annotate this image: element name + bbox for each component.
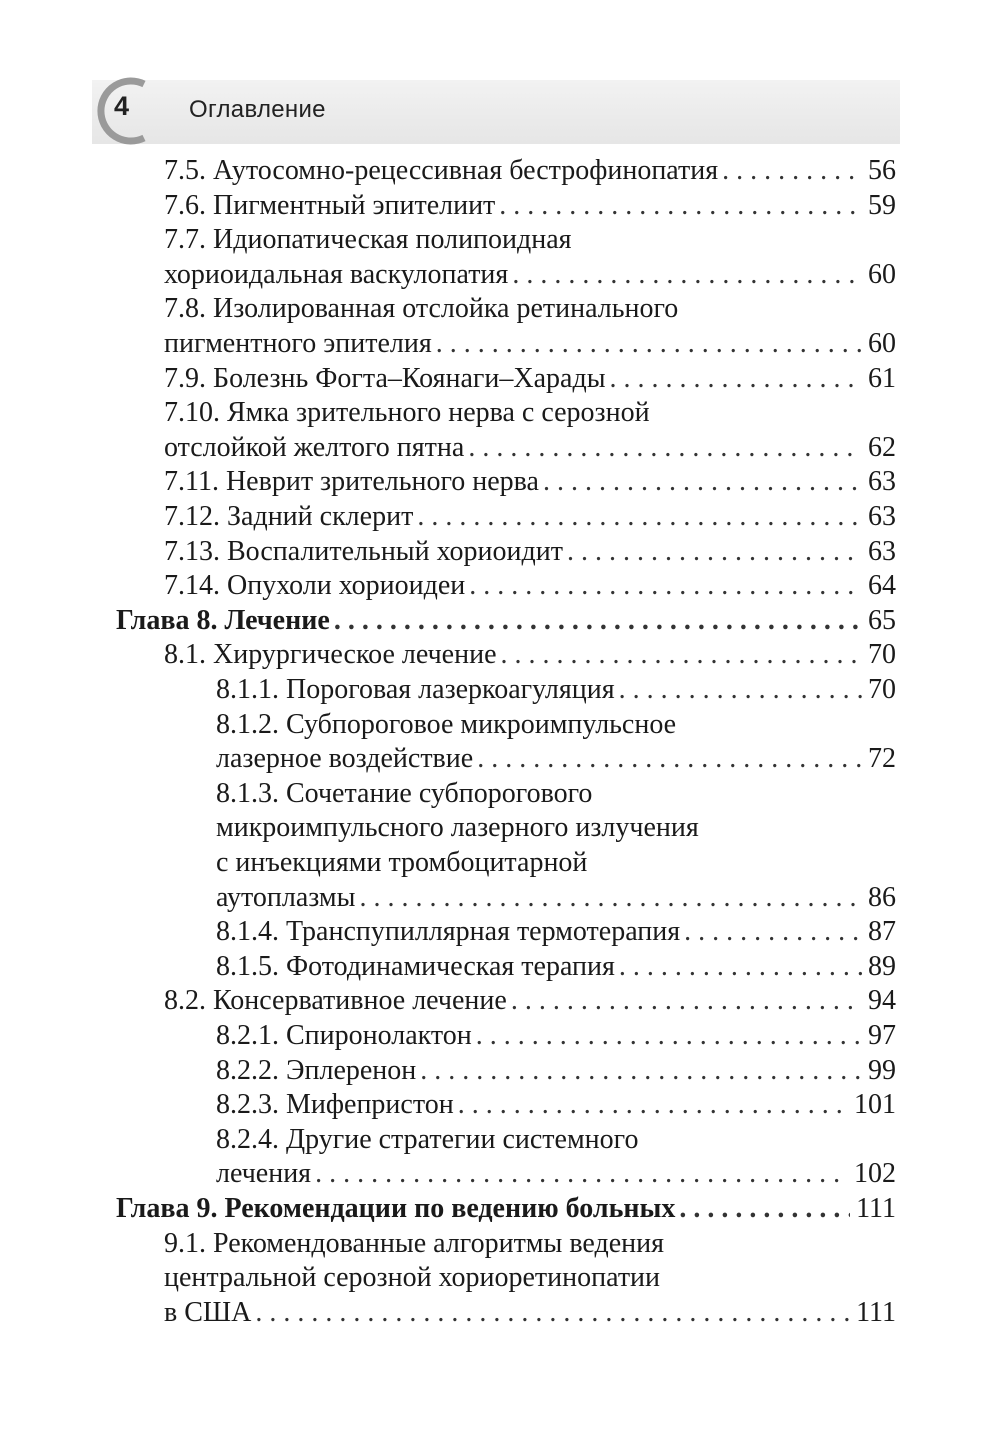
toc-entry xyxy=(164,638,896,672)
toc-entry-title: Глава 9. Рекомендации по ведению больных xyxy=(116,1193,676,1224)
toc-entry-title: 7.14. Опухоли хориоидеи xyxy=(164,570,466,602)
toc-dot-leader xyxy=(718,154,862,188)
toc-entry-page: 97 xyxy=(868,1020,896,1051)
toc-entry-page: 72 xyxy=(868,743,896,775)
toc-entry-title: 8.1. Хирургическое лечение xyxy=(164,639,497,671)
toc-entry-title: 7.13. Воспалительный хориоидит xyxy=(164,535,563,567)
toc-entry-page: 111 xyxy=(856,1296,896,1328)
toc-entry-page: 64 xyxy=(868,570,896,602)
toc-entry-page: 99 xyxy=(868,1054,896,1086)
toc-entry-page: 89 xyxy=(868,950,896,982)
toc-entry-title: 7.6. Пигментный эпителиит xyxy=(164,189,496,221)
toc-entry xyxy=(164,984,896,1018)
toc-entry-title: 8.2.4. Другие стратегии системного xyxy=(216,1123,639,1155)
toc-dot-leader xyxy=(311,1157,848,1191)
toc-entry xyxy=(164,1261,896,1295)
toc-entry xyxy=(164,154,896,188)
toc-entry-title: аутоплазмы xyxy=(216,881,356,913)
toc-entry xyxy=(216,881,896,915)
toc-dot-leader xyxy=(495,189,862,223)
toc-entry xyxy=(164,1227,896,1261)
toc-dot-leader xyxy=(497,638,863,672)
toc-entry-page: 59 xyxy=(868,189,896,221)
toc-entry-title: 7.8. Изолированная отслойка ретинального xyxy=(164,293,679,325)
toc-entry-title: 8.1.1. Пороговая лазеркоагуляция xyxy=(216,674,615,705)
toc-entry-title: отслойкой желтого пятна xyxy=(164,431,465,463)
toc-entry-page: 65 xyxy=(868,604,896,636)
toc-entry-page: 60 xyxy=(868,258,896,290)
toc-dot-leader xyxy=(508,258,862,292)
toc-entry-title: 8.2.2. Эплеренон xyxy=(216,1054,417,1086)
toc-entry-page: 101 xyxy=(854,1089,896,1121)
toc-entry xyxy=(216,846,896,880)
toc-dot-leader xyxy=(355,881,862,915)
toc-entry-page: 70 xyxy=(868,674,896,705)
running-title: Оглавление xyxy=(189,96,326,123)
toc-entry xyxy=(164,189,896,223)
toc-entry-title: 7.9. Болезнь Фогта–Коянаги–Харады xyxy=(164,362,606,394)
toc-entry xyxy=(216,811,896,845)
toc-chapter-entry xyxy=(116,604,896,638)
toc-entry xyxy=(216,708,896,742)
toc-entry xyxy=(164,465,896,499)
toc-entry-title: хориоидальная васкулопатия xyxy=(164,258,509,290)
toc-entry xyxy=(216,915,896,949)
toc-entry xyxy=(164,327,896,361)
toc-entry xyxy=(164,569,896,603)
toc-entry-title: 7.7. Идиопатическая полипоидная xyxy=(164,224,572,256)
toc-entry xyxy=(164,258,896,292)
toc-entry xyxy=(164,1296,896,1330)
toc-entry xyxy=(216,673,896,707)
toc-entry-page: 62 xyxy=(868,431,896,463)
toc-entry-page: 63 xyxy=(868,535,896,567)
toc-entry-page: 102 xyxy=(854,1158,896,1190)
toc-dot-leader xyxy=(464,431,862,465)
toc-entry-title: лечения xyxy=(216,1158,312,1190)
toc-entry xyxy=(164,535,896,569)
toc-dot-leader xyxy=(606,362,862,396)
toc-dot-leader xyxy=(416,1054,862,1088)
toc-entry-title: 8.2.3. Мифепристон xyxy=(216,1089,454,1121)
toc-entry-title: центральной серозной хориоретинопатии xyxy=(164,1262,661,1294)
toc-entry xyxy=(216,1123,896,1157)
toc-entry xyxy=(164,292,896,326)
toc-entry-page: 61 xyxy=(868,362,896,394)
toc-entry-page: 86 xyxy=(868,881,896,913)
toc-dot-leader xyxy=(680,915,862,949)
toc-dot-leader xyxy=(432,327,862,361)
toc-dot-leader xyxy=(675,1192,850,1226)
toc-entry-title: микроимпульсного лазерного излучения xyxy=(216,812,699,844)
toc-entry xyxy=(164,500,896,534)
toc-entry-page: 60 xyxy=(868,328,896,359)
toc-entry-title: 8.2. Консервативное лечение xyxy=(164,985,507,1017)
toc-entry-title: 7.11. Неврит зрительного нерва xyxy=(164,466,539,498)
toc-entry xyxy=(164,362,896,396)
toc-dot-leader xyxy=(563,535,862,569)
toc-entry-title: Глава 8. Лечение xyxy=(116,604,330,636)
toc-entry-page: 63 xyxy=(868,466,896,498)
page-number: 4 xyxy=(114,91,130,121)
toc-dot-leader xyxy=(539,465,862,499)
toc-entry-page: 63 xyxy=(868,501,896,532)
toc-dot-leader xyxy=(413,500,862,534)
toc-entry xyxy=(216,1054,896,1088)
toc-entry-title: 8.1.4. Транспупиллярная термотерапия xyxy=(216,916,681,948)
toc-entry xyxy=(164,431,896,465)
toc-entry-page: 56 xyxy=(868,155,896,186)
toc-entry-title: пигментного эпителия xyxy=(164,328,432,359)
toc-dot-leader xyxy=(454,1088,848,1122)
toc-entry-title: лазерное воздействие xyxy=(216,743,474,775)
toc-dot-leader xyxy=(615,950,862,984)
toc-entry xyxy=(216,742,896,776)
toc-entry-title: 7.12. Задний склерит xyxy=(164,501,414,532)
toc-entry-title: с инъекциями тромбоцитарной xyxy=(216,847,588,878)
toc-dot-leader xyxy=(472,1019,862,1053)
toc-chapter-entry xyxy=(116,1192,896,1226)
toc-entry-title: 8.1.3. Сочетание субпорогового xyxy=(216,777,593,809)
toc-entry-page: 87 xyxy=(868,916,896,948)
toc-entry-page: 111 xyxy=(856,1193,896,1224)
toc-entry xyxy=(216,1019,896,1053)
toc-entry-page: 70 xyxy=(868,639,896,671)
toc-entry-title: 8.1.5. Фотодинамическая терапия xyxy=(216,950,615,982)
toc-dot-leader xyxy=(330,604,862,638)
toc-entry-title: 9.1. Рекомендованные алгоритмы ведения xyxy=(164,1227,664,1259)
toc-dot-leader xyxy=(465,569,862,603)
toc-entry xyxy=(216,777,896,811)
toc-entry-title: 7.5. Аутосомно-рецессивная бестрофинопатия xyxy=(164,155,719,186)
toc-entry xyxy=(164,396,896,430)
toc-entry xyxy=(216,950,896,984)
toc-entry-title: в США xyxy=(164,1296,252,1328)
toc-entry-title: 8.2.1. Спиронолактон xyxy=(216,1020,472,1051)
toc-entry-title: 7.10. Ямка зрительного нерва с серозной xyxy=(164,397,650,429)
toc-dot-leader xyxy=(507,984,862,1018)
toc-entry xyxy=(164,223,896,257)
toc-dot-leader xyxy=(473,742,862,776)
toc-entry xyxy=(216,1088,896,1122)
toc-dot-leader xyxy=(251,1296,850,1330)
toc-dot-leader xyxy=(615,673,862,707)
toc-entry xyxy=(216,1157,896,1191)
toc-entry-page: 94 xyxy=(868,985,896,1017)
toc-entry-title: 8.1.2. Субпороговое микроимпульсное xyxy=(216,708,677,740)
